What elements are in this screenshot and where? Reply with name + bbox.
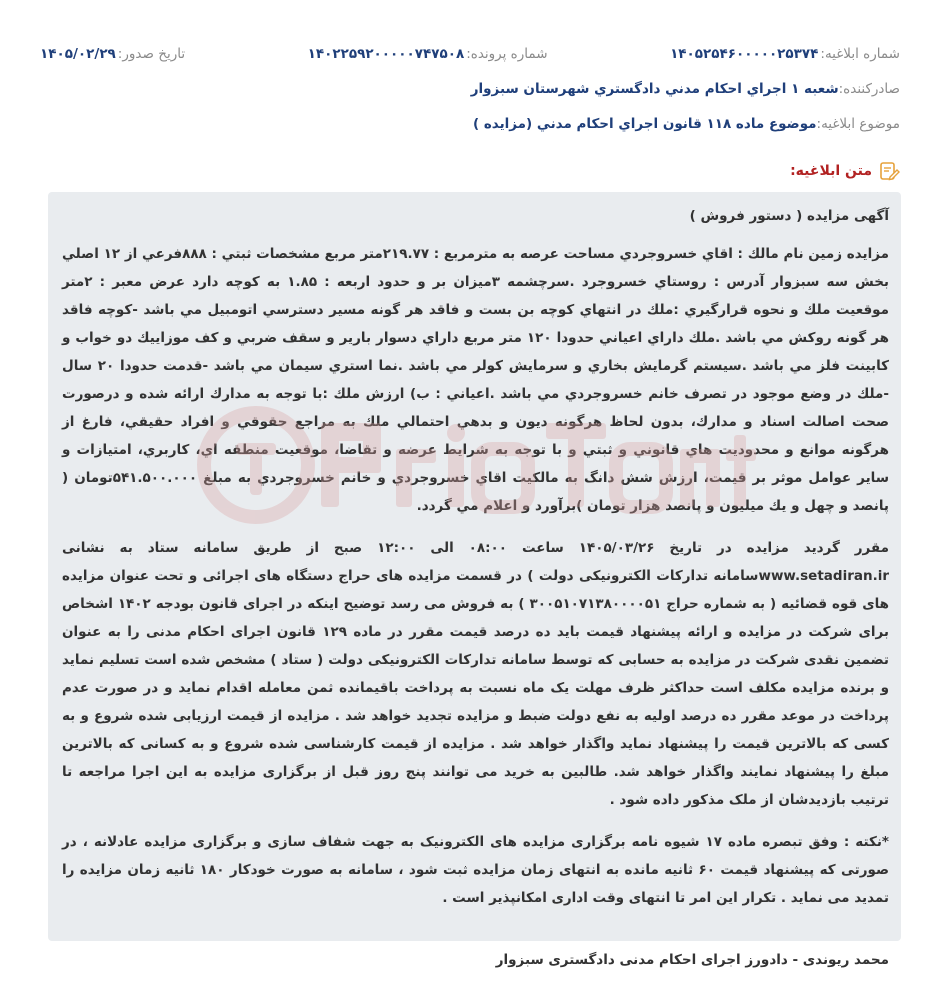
issue-date-value: ۱۴۰۵/۰۲/۲۹	[40, 46, 116, 62]
issuer-row	[40, 81, 900, 97]
document-edit-icon	[878, 160, 900, 182]
notice-meta-row	[40, 46, 900, 62]
notice-text-title	[790, 160, 900, 182]
signature: محمد ریوندی - دادورز اجرای احکام مدنی دادگستری سبزوار	[495, 952, 889, 968]
notice-number-label: شماره ابلاغیه:	[820, 46, 900, 62]
property-description-paragraph: مزايده زمين نام مالك : اقاي خسروجردي مساحت عرصه به مترمربع : ۲۱۹.۷۷متر مربع مشخصات ثبتي : ۸۸۸فرعي از ۱۲ اصلي بخش سه سبزوار آدرس : روستاي خسروجرد .سرچشمه ۳ميزان بر و حدود اربعه : ۱.۸۵ به کوچه دارد عرض معبر : ۲متر موقعيت ملك و نحوه قرارگيري :ملك در انتهاي کوچه بن بست و فاقد هر گونه مسير دسترسي اتومبيل مي باشد -کوچه فاقد هر گونه روکش مي باشد .ملك داراي اعياني حدودا ۱۲۰ متر مربع داراي دسوار بارير و سقف ضربي و کف موزاييك دو خواب و کابينت فلز مي باشد .سيستم گرمايش بخاري و سرمايش کولر مي باشد .نما استري سيمان مي باشد -قدمت حدودا ۲۰ سال -ملك در وضع موجود در تصرف خانم خسروجردي مي باشد .اعياني : ب) ارزش ملك :با توجه به مدارك ارائه شده و درصورت صحت اصالت اسناد و مدارك، بدون لحاظ هرگونه ديون و بدهي احتمالي ملك به مراجع حقوقي و افراد حقيقي، فارغ از هرگونه موانع و محدوديت هاي قانوني و ثبتي و با توجه به شرايط عرضه و تقاضا، موقعيت منطقه اي، کاربري، امتيازات و ساير عوامل موثر بر قيمت، ارزش شش دانگ به مالکيت اقاي خسروجردي و خانم خسروجردي به مبلغ ۵۴۱.۵۰۰.۰۰۰تومان ( پانصد و چهل و يك ميليون و پانصد هزار تومان )برآورد و اعلام مي گردد.	[62, 246, 890, 514]
case-number-value: ۱۴۰۲۲۵۹۲۰۰۰۰۰۷۴۷۵۰۸	[307, 46, 465, 62]
case-number-label: شماره پرونده:	[466, 46, 548, 62]
issuer-value: شعبه ۱ اجراي احکام مدني دادگستري شهرستان سبزوار	[470, 81, 839, 97]
notice-text-title-label: متن ابلاغیه:	[790, 163, 872, 179]
subject-label: موضوع ابلاغیه:	[816, 116, 900, 132]
auction-note-paragraph: *نکته : وفق تبصره ماده ۱۷ شیوه نامه برگزاری مزایده های الکترونیک به جهت شفاف سازی و برگزاری مزایده عادلانه ، در صورتی که پیشنهاد قیمت ۶۰ ثانیه مانده به انتهای زمان مزایده ثبت شود ، سامانه به صورت خودکار ۱۸۰ ثانیه زمان مزایده را تمدید می نماید . تکرار این امر تا انتهای وقت اداری امکانپذیر است .	[62, 834, 890, 906]
subject-row	[40, 116, 900, 132]
issue-date-label: تاریخ صدور:	[117, 46, 186, 62]
notice-number-value: ۱۴۰۵۲۵۴۶۰۰۰۰۰۲۵۳۷۴	[670, 46, 819, 62]
notice-number-group	[670, 46, 900, 62]
case-number-group	[308, 46, 548, 62]
issue-date-group	[40, 46, 185, 62]
subject-value: موضوع ماده ۱۱۸ قانون اجراي احکام مدني (مزايده )	[472, 116, 817, 132]
auction-terms-paragraph: مقرر گردید مزایده در تاریخ ۱۴۰۵/۰۳/۲۶ ساعت ۰۸:۰۰ الی ۱۲:۰۰ صبح از طریق سامانه ستاد به نشانی www.setadiran.irسامانه تدارکات الکترونیکی دولت ) در قسمت مزایده های حراج دستگاه های اجرائی و تحت عنوان مزایده های قوه قضائیه ( به شماره حراج ۳۰۰۵۱۰۷۱۳۸۰۰۰۰۵۱ ) به فروش می رسد توضیح اینکه در اجرای قانون بودجه ۱۴۰۲ اشخاص برای شرکت در مزایده و ارائه پیشنهاد قیمت باید ده درصد قیمت مقرر در ماده ۱۲۹ قانون اجرای احکام مدنی را به عنوان تضمین نقدی شرکت در مزایده به حسابی که توسط سامانه تدارکات الکترونیکی دولت ( ستاد ) مشخص شده است تسلیم نماید و برنده مزایده مکلف است حداکثر ظرف مهلت یک ماه نسبت به پرداخت باقیمانده ثمن معامله اقدام نماید و در صورت عدم پرداخت در موعد مقرر ده درصد اولیه به نفع دولت ضبط و مزایده تجدید خواهد شد . مزایده از قیمت ارزیابی شده شروع و به کسی که بالاترین قیمت را پیشنهاد نماید واگذار خواهد شد . مزایده از قیمت کارشناسی شده شروع و به کسانی که بالاترین مبلغ را پیشنهاد نمایند واگذار خواهد شد. طالبین به خرید می توانند پنج روز قبل از برگزاری مزایده به این اجرا مراجعه تا ترتیب بازدیدشان از ملک مذکور داده شود .	[62, 540, 890, 808]
auction-heading: آگهی مزایده ( دستور فروش )	[689, 208, 889, 224]
issuer-label: صادرکننده:	[838, 81, 900, 97]
notice-content-box	[48, 192, 901, 968]
